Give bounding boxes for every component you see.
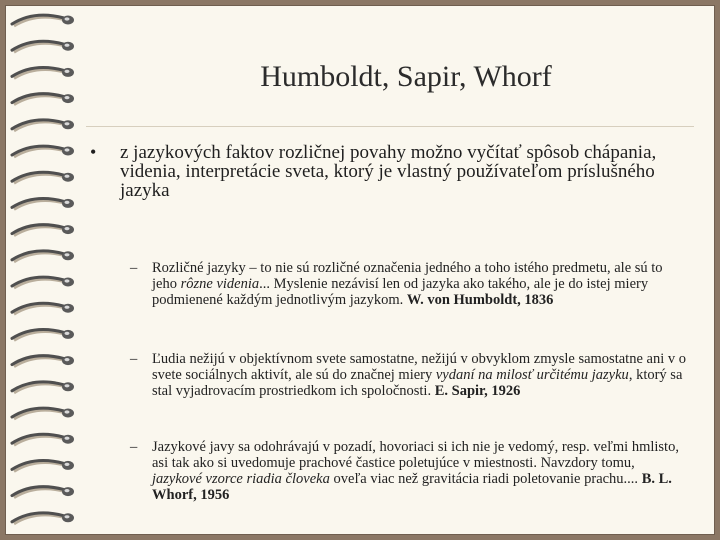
sub-bullet-whorf	[130, 439, 686, 503]
binding-ring-icon	[12, 434, 74, 445]
emphasis: rôzne videnia	[180, 276, 260, 292]
sub-bullet-text: Rozličné jazyky – to nie sú rozličné označenia jedného a toho istého predmetu, ale sú to jeho rôzne videnia... Myslenie nezávisí len od jazyka ako takého, ale je do istej miery podmienené každým jednotlivým jazykom. W. von Humboldt, 1836	[152, 260, 663, 308]
binding-ring-icon	[12, 94, 74, 105]
spiral-binding-icon	[6, 6, 84, 534]
sub-bullet-humboldt	[130, 260, 686, 308]
binding-ring-icon	[12, 513, 74, 524]
binding-ring-icon	[12, 120, 74, 131]
sub-bullet-text: Ľudia nežijú v objektívnom svete samostatne, nežijú v obvyklom zmysle samostatne ani v o svete sociálnych aktivít, ale sú do značnej miery vydaní na milosť určitému jazyku, ktorý sa stal vyjadrovacím prostriedkom ich spoločnosti. E. Sapir, 1926	[152, 351, 686, 399]
binding-ring-icon	[12, 15, 74, 26]
author-citation: E. Sapir, 1926	[434, 383, 521, 399]
sub-bullet-marker: –	[130, 260, 138, 276]
emphasis: vydaní na milosť určitému jazyku	[435, 367, 629, 383]
binding-ring-icon	[12, 487, 74, 498]
binding-ring-icon	[12, 408, 74, 419]
sub-bullet-text: Jazykové javy sa odohrávajú v pozadí, hovoriaci si ich nie je vedomý, resp. veľmi hmlisto, asi tak ako si uvedomuje prachové častice poletujúce v miestnosti. Navzdory tomu, jazykové vzorce riadia človeka oveľa viac než gravitácia riadi poletovanie prachu.... B. L. Whorf, 1956	[152, 439, 679, 503]
binding-ring-icon	[12, 198, 74, 209]
binding-ring-icon	[12, 460, 74, 471]
emphasis: jazykové vzorce riadia človeka	[152, 471, 330, 487]
main-bullet-text: z jazykových faktov rozličnej povahy možno vyčítať spôsob chápania, videnia, interpretácie sveta, ktorý je vlastný používateľom príslušného jazyka	[120, 142, 657, 201]
binding-ring-icon	[12, 146, 74, 157]
author-citation: W. von Humboldt, 1836	[406, 292, 554, 308]
binding-ring-icon	[12, 382, 74, 393]
main-bullet	[90, 143, 690, 200]
binding-ring-icon	[12, 172, 74, 183]
title-divider	[86, 126, 694, 127]
sub-bullet-sapir	[130, 351, 686, 399]
binding-ring-icon	[12, 356, 74, 367]
slide	[6, 6, 714, 534]
bullet-marker: •	[90, 142, 97, 162]
binding-ring-icon	[12, 329, 74, 340]
author-citation: B. L. Whorf, 1956	[152, 471, 672, 503]
sub-bullet-marker: –	[130, 439, 138, 455]
binding-ring-icon	[12, 41, 74, 52]
binding-ring-icon	[12, 225, 74, 236]
binding-ring-icon	[12, 277, 74, 288]
binding-ring-icon	[12, 251, 74, 262]
sub-bullet-marker: –	[130, 351, 138, 367]
binding-ring-icon	[12, 67, 74, 78]
binding-ring-icon	[12, 303, 74, 314]
slide-title: Humboldt, Sapir, Whorf	[260, 60, 552, 93]
